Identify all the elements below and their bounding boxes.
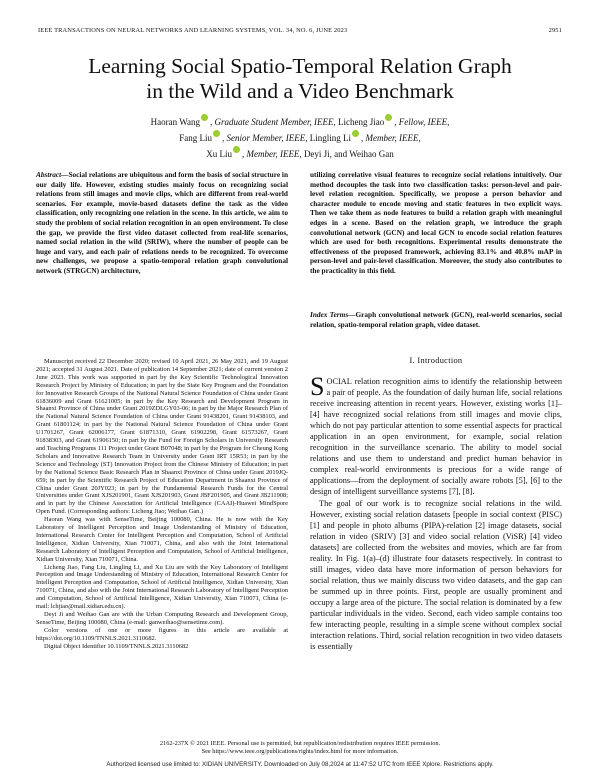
abstract-text-right: utilizing correlative visual features to recognize social relations intuitively. Our method decouples the task into two classification tasks: person-level and pair-level relation recognition. Specifically, we propose a person behavior and character module to encode moving and static features in two explicit ways. Then we take them as node features to build a relation graph with meaningful edges in a scene. Based on the relation graph, we introduce the graph convolutional network (GCN) and local GCN to encode social relation features which are used for both recognitions. Experimental results demonstrate the effectiveness of the proposed framework, achieving 83.1% and 40.8% mAP in person-level and pair-level classification. Moreover, the study also contributes to the practicality in this field. [310,170,562,275]
author-membership: , Member, IEEE, [361,133,421,143]
paragraph-text: relation recognition aims to identify the relationship between a pair of people. As the foundation of daily human life, social relations receive increasing attention in recent years. However, existing works [1]–[4] have recognized social relations from still images and movie clips, which do not pay particular attention to some essential aspects for practical application in an open environment, for example, social relation recognition in the surveillance scenario. The ability to model social relations and use them to understand and predict human behavior in complex real-world environments is precious for a wide range of applications—from the deployment of socially aware robots [5], [6] to the design of intelligent surveillance systems [7], [8]. [310,377,562,497]
page-number: 2951 [548,27,562,34]
author-line-3 [60,146,540,162]
paper-title [40,54,560,104]
footnote-doi: Digital Object Identifier 10.1109/TNNLS.2021.3110682 [44,642,189,650]
author-membership: , Senior Member, IEEE, [222,133,308,143]
orcid-icon[interactable] [213,130,220,137]
abstract-right [310,170,562,276]
author-list [60,114,540,162]
author-name: Licheng Jiao [335,117,385,127]
orcid-icon[interactable] [352,130,359,137]
title-line-1: Learning Social Spatio-Temporal Relation Graph [88,54,512,78]
author-name: Lingling Li [307,133,351,143]
section-heading: I. Introduction [409,356,463,365]
abstract-label: Abstract— [36,170,69,179]
index-terms-label: Index Terms— [310,310,356,319]
author-membership: , Graduate Student Member, IEEE, [210,117,336,127]
author-name: Xu Liu [206,149,232,159]
introduction-body [310,372,562,652]
abstract-left [36,170,288,276]
author-membership: , Fellow, IEEE, [394,117,450,127]
index-terms-text: Graph convolutional network (GCN), real-world scenarios, social relation, spatio-temporal relation graph, video dataset. [310,310,563,329]
author-line-2 [60,130,540,146]
abstract-text-left: Social relations are ubiquitous and form the basis of social structure in our daily life. However, existing studies mainly focus on recognizing social relations from still images and movie clips, which are different from real-world scenarios. For example, movie-based datasets define the task as the video classification, only recognizing one relation in the scene. In this article, we aim to study the problem of social relation recognition in an open environment. To close the gap, we provide the first video dataset collected from real-life scenarios, named social relation in the wild (SRIW), where the number of people can be huge and vary, and each pair of relations needs to be recognized. To overcome new challenges, we propose a spatio-temporal relation graph convolutional network (STRGCN) architecture, [36,170,288,275]
orcid-icon[interactable] [201,114,208,121]
footnote-affiliation: Haoran Wang was with SenseTime, Beijing 100080, China. He is now with the Key Laboratory of Intelligent Perception and Image Understanding of Ministry of Education, International Research Center for Intelligent Perception and Computation, School of Artificial Intelligence, Xidian University, Xian 710071, China, and also with the Joint International Research Laboratory of Intelligent Perception and Computation, School of Artificial Intelligence, Xidian University, Xian 710071, China. [36,516,288,563]
body-paragraph [310,372,562,498]
author-membership: , Member, IEEE, [241,149,302,159]
first-word: OCIAL [326,377,352,386]
orcid-icon[interactable] [385,114,392,121]
running-header [38,27,562,34]
journal-name: IEEE TRANSACTIONS ON NEURAL NETWORKS AND LEARNING SYSTEMS, VOL. 34, NO. 6, JUNE 2023 [38,27,348,34]
author-line-1 [60,114,540,130]
body-paragraph: The goal of our work is to recognize social relations in the wild. However, existing social relation datasets [people in social context (PISC) [1] and people in photo albums (PIPA)-relation [2] image datasets, social relation in video (SRIV) [3] and video social relation (ViSR) [4] video datasets] are collected from the websites and movies, which are far from reality. In Fig. 1(a)–(d) illustrate four datasets respectively. In contrast to still images, video data have more information of person behaviors for social relation, thus we mainly discuss two video datasets, and the gap can be summed up in three points. First, people are usually prominent and occupy a large area of the picture. The social relation is dominated by a few particular individuals in the video. Second, each video sample contains too few interacting people, resulting in a simple scene without complex social interaction relations. Third, social relation recognition in two video datasets is essentially [310,498,562,652]
first-page-footnote [36,358,288,651]
author-name: Haoran Wang [150,117,201,127]
title-line-2: in the Wild and a Video Benchmark [146,79,454,103]
author-name: Fang Liu [179,133,213,143]
download-notice: Authorized licensed use limited to: XIDIAN UNIVERSITY. Downloaded on July 08,2024 at 11:47:52 UTC from IEEE Xplore. Restrictions apply. [106,761,494,768]
footnote-affiliation: Licheng Jiao, Fang Liu, Lingling Li, and Xu Liu are with the Key Laboratory of Intelligent Perception and Image Understanding of Ministry of Education, International Research Center for Intelligent Perception and Computation, School of Artificial Intelligence, Xidian University, Xian 710071, China, and also with the Joint International Research Laboratory of Intelligent Perception and Computation, School of Artificial Intelligence, Xidian University, Xian 710071, China (e-mail: lchjiao@mail.xidian.edu.cn). [36,563,288,611]
footnote-manuscript: Manuscript received 22 December 2020; revised 10 April 2021, 26 May 2021, and 19 August 2021; accepted 31 August 2021. Date of publication 14 September 2021; date of current version 2 June 2023. This work was supported in part by the Key Scientific Technological Innovation Research Project by Ministry of Education; in part by the State Key Program and the Foundation for Innovative Research Groups of the National Natural Science Foundation of China under Grant 61836009 and Grant 61621005; in part by the Key Research and Development Program in Shaanxi Province of China under Grant 2019ZDLGY03-06; in part by the Major Research Plan of the National Natural Science Foundation of China under Grant 91438201, Grant 91438103, and Grant 61801124; in part by the National Natural Science Foundation of China under Grant U1701267, Grant 62006177, Grant 61871310, Grant 61902298, Grant 61573267, Grant 91838303, and Grant 61906150; in part by the Fund for Foreign Scholars in University Research and Teaching Programs 111 Project under Grant B07048; in part by the Program for Cheung Kong Scholars and Innovative Research Team in University under Grant IRT 15R53; in part by the Science and Technology (ST) Innovation Project from the Chinese Ministry of Education; in part by the National Science Basic Research Plan in Shaanxi Province of China under Grant 2019JQ-659; in part by the Scientific Research Project of Education Department in Shaanxi Province of China under Grant 20JY023; in part by the Fundamental Research Funds for the Central Universities under Grant XJS201901, Grant XJS201903, Grant JBF201905, and Grant JB211908; and in part by the Chinese Association for Artificial Intelligence (CAAI)-Huawei MindSpore Open Fund. (Corresponding authors: Licheng Jiao; Weihao Gan.) [36,358,288,516]
drop-cap: S [310,372,325,401]
author-names-rest: Deyi Ji, and Weihao Gan [301,149,394,159]
copyright-notice [36,740,564,756]
footnote-color-figures: Color versions of one or more figures in this article are available at https://doi.org/10.1109/TNNLS.2021.3110682. [36,626,288,642]
footnote-affiliation: Deyi Ji and Weihao Gan are with the Urban Computing Research and Development Group, SenseTime, Beijing 100080, China (e-mail: ganweihao@sensetime.com). [36,611,288,626]
copyright-line: 2162-237X © 2021 IEEE. Personal use is permitted, but republication/redistribution requires IEEE permission. [159,740,441,747]
permissions-line: See https://www.ieee.org/publications/rights/index.html for more information. [201,748,399,755]
index-terms [310,310,562,329]
orcid-icon[interactable] [233,146,240,153]
